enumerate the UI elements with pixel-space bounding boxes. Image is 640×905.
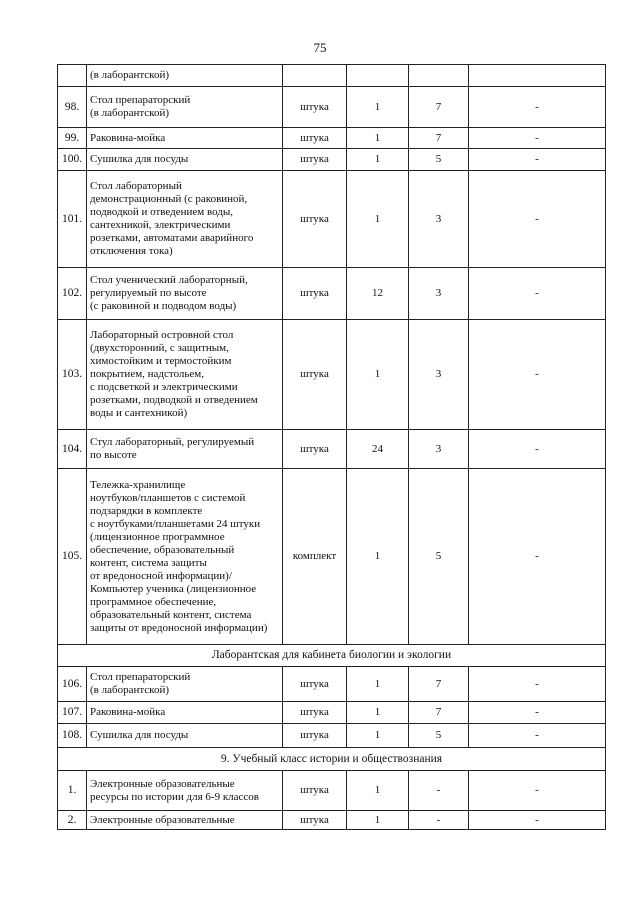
item-name-text: Сушилка для посуды xyxy=(90,153,189,165)
item-note: - xyxy=(469,268,606,320)
item-note: - xyxy=(469,430,606,469)
item-name-text: Раковина-мойка xyxy=(90,706,166,718)
item-name-text: Тележка-хранилище ноутбуков/планшетов с системой подзарядки в комплекте с ноутбуками/планшетами 24 штуки (лицензионное программное обеспечение, образовательный контент, система защиты от вредоносной информации)/ Компьютер ученика (лицензионное программное обеспечение, образовательный контент, система защиты от вредоносной информации) xyxy=(90,478,268,634)
item-quantity: 1 xyxy=(347,702,409,724)
table-row xyxy=(58,430,606,469)
item-term: 3 xyxy=(409,268,469,320)
table-row xyxy=(58,87,606,128)
table-row xyxy=(58,149,606,171)
item-quantity: 1 xyxy=(347,469,409,645)
table-row xyxy=(58,65,606,87)
item-number: 104. xyxy=(58,430,87,469)
item-unit: штука xyxy=(283,702,347,724)
item-name xyxy=(87,65,283,87)
item-number: 98. xyxy=(58,87,87,128)
item-quantity: 1 xyxy=(347,724,409,748)
item-term: 3 xyxy=(409,320,469,430)
item-name xyxy=(87,128,283,149)
table-row xyxy=(58,771,606,811)
item-quantity: 1 xyxy=(347,667,409,702)
item-number: 107. xyxy=(58,702,87,724)
item-unit: штука xyxy=(283,811,347,830)
item-unit: штука xyxy=(283,268,347,320)
item-name xyxy=(87,667,283,702)
item-note: - xyxy=(469,724,606,748)
item-name xyxy=(87,724,283,748)
item-unit: штука xyxy=(283,128,347,149)
item-name-text: Стол препараторский (в лаборантской) xyxy=(90,671,191,696)
item-name-text: Электронные образовательные xyxy=(90,813,235,826)
item-number: 103. xyxy=(58,320,87,430)
item-name-text: Раковина-мойка xyxy=(90,131,166,144)
section-title: 9. Учебный класс истории и обществознания xyxy=(58,748,606,771)
item-note: - xyxy=(469,87,606,128)
item-name xyxy=(87,430,283,469)
item-quantity: 1 xyxy=(347,171,409,268)
page-number: 75 xyxy=(313,40,327,55)
section-row xyxy=(58,645,606,667)
item-name-text: Электронные образовательные ресурсы по истории для 6-9 классов xyxy=(90,777,259,803)
item-quantity: 1 xyxy=(347,320,409,430)
table-row xyxy=(58,171,606,268)
item-quantity: 1 xyxy=(347,811,409,830)
item-number: 106. xyxy=(58,667,87,702)
item-name xyxy=(87,469,283,645)
item-note: - xyxy=(469,128,606,149)
item-term: 3 xyxy=(409,430,469,469)
item-name-text: Стол препараторский (в лаборантской) xyxy=(90,94,191,119)
table-row xyxy=(58,268,606,320)
item-number: 108. xyxy=(58,724,87,748)
item-note: - xyxy=(469,811,606,830)
equipment-table xyxy=(57,64,606,830)
item-quantity xyxy=(347,65,409,87)
item-name xyxy=(87,702,283,724)
section-row xyxy=(58,748,606,771)
item-number: 1. xyxy=(58,771,87,811)
item-name xyxy=(87,171,283,268)
table-row xyxy=(58,811,606,830)
item-name xyxy=(87,771,283,811)
item-quantity: 1 xyxy=(347,149,409,171)
item-note: - xyxy=(469,149,606,171)
item-note: - xyxy=(469,171,606,268)
table-row xyxy=(58,702,606,724)
table-row xyxy=(58,667,606,702)
item-unit: штука xyxy=(283,320,347,430)
item-number xyxy=(58,65,87,87)
item-number: 100. xyxy=(58,149,87,171)
item-name xyxy=(87,320,283,430)
item-name-text: Стул лабораторный, регулируемый по высоте xyxy=(90,436,255,461)
section-title: Лаборантская для кабинета биологии и экологии xyxy=(58,645,606,667)
table-row xyxy=(58,320,606,430)
item-term: 7 xyxy=(409,128,469,149)
item-number: 2. xyxy=(58,811,87,830)
item-term: - xyxy=(409,811,469,830)
item-note xyxy=(469,65,606,87)
item-unit: штука xyxy=(283,171,347,268)
item-term xyxy=(409,65,469,87)
item-term: 5 xyxy=(409,149,469,171)
item-unit: штука xyxy=(283,771,347,811)
item-number: 101. xyxy=(58,171,87,268)
item-number: 102. xyxy=(58,268,87,320)
item-unit xyxy=(283,65,347,87)
item-name-text: Сушилка для посуды xyxy=(90,729,189,741)
item-term: - xyxy=(409,771,469,811)
item-note: - xyxy=(469,667,606,702)
item-term: 7 xyxy=(409,87,469,128)
item-unit: комплект xyxy=(283,469,347,645)
item-unit: штука xyxy=(283,87,347,128)
item-quantity: 24 xyxy=(347,430,409,469)
item-unit: штука xyxy=(283,149,347,171)
item-number: 99. xyxy=(58,128,87,149)
table-row xyxy=(58,128,606,149)
item-unit: штука xyxy=(283,430,347,469)
item-name xyxy=(87,87,283,128)
item-note: - xyxy=(469,469,606,645)
item-quantity: 1 xyxy=(347,771,409,811)
item-name xyxy=(87,268,283,320)
item-name xyxy=(87,149,283,171)
table-row xyxy=(58,469,606,645)
item-term: 7 xyxy=(409,667,469,702)
item-term: 3 xyxy=(409,171,469,268)
table-row xyxy=(58,724,606,748)
item-note: - xyxy=(469,320,606,430)
item-unit: штука xyxy=(283,667,347,702)
item-term: 5 xyxy=(409,724,469,748)
item-term: 7 xyxy=(409,702,469,724)
item-name-text: Стол лабораторный демонстрационный (с раковиной, подводкой и отведением воды, сантехникой, электрическими розетками, автоматами аварийного отключения тока) xyxy=(90,180,254,257)
item-name-text: Лабораторный островной стол (двухсторонний, с защитным, химостойким и термостойким покрытием, надстольем, с подсветкой и электрическими розетками, подводкой и отведением воды и сантехникой) xyxy=(90,329,258,419)
item-quantity: 1 xyxy=(347,128,409,149)
item-number: 105. xyxy=(58,469,87,645)
item-note: - xyxy=(469,702,606,724)
item-term: 5 xyxy=(409,469,469,645)
item-note: - xyxy=(469,771,606,811)
item-unit: штука xyxy=(283,724,347,748)
item-quantity: 1 xyxy=(347,87,409,128)
item-name-text: Стол ученический лабораторный, регулируемый по высоте (с раковиной и подводом воды) xyxy=(90,274,248,312)
item-quantity: 12 xyxy=(347,268,409,320)
item-name xyxy=(87,811,283,830)
item-name-text: (в лаборантской) xyxy=(90,69,170,81)
